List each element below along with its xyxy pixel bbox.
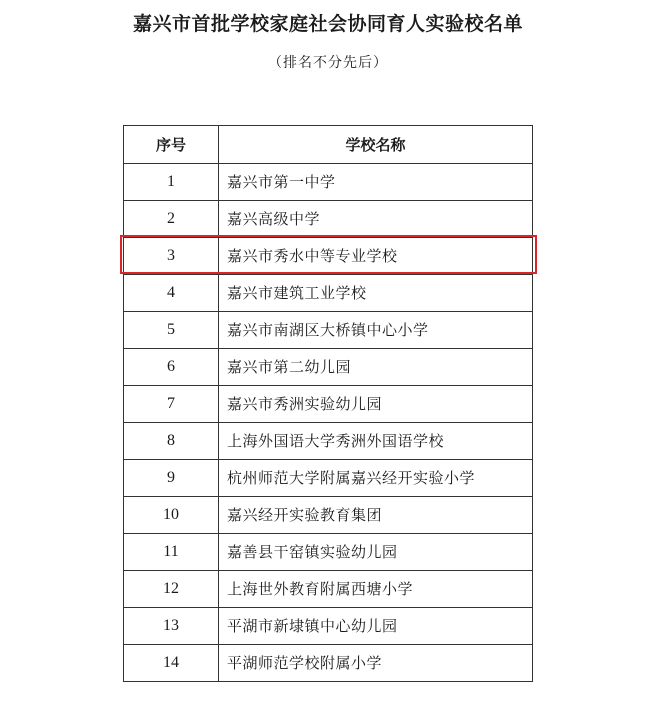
row-school-name: 嘉善县干窑镇实验幼儿园 <box>219 534 533 571</box>
row-school-name: 嘉兴市第二幼儿园 <box>219 349 533 386</box>
table-row <box>124 571 533 608</box>
row-index: 1 <box>124 164 219 201</box>
school-list-table <box>123 125 533 682</box>
row-school-name: 嘉兴市秀水中等专业学校 <box>219 238 533 275</box>
row-school-name: 杭州师范大学附属嘉兴经开实验小学 <box>219 460 533 497</box>
row-school-name: 嘉兴市建筑工业学校 <box>219 275 533 312</box>
row-school-name: 嘉兴市秀洲实验幼儿园 <box>219 386 533 423</box>
row-school-name: 平湖师范学校附属小学 <box>219 645 533 682</box>
table-row <box>124 349 533 386</box>
row-index: 7 <box>124 386 219 423</box>
row-school-name: 嘉兴高级中学 <box>219 201 533 238</box>
row-index: 14 <box>124 645 219 682</box>
header-index: 序号 <box>124 126 219 164</box>
row-index: 11 <box>124 534 219 571</box>
row-school-name: 平湖市新埭镇中心幼儿园 <box>219 608 533 645</box>
table-row <box>124 423 533 460</box>
row-school-name: 上海外国语大学秀洲外国语学校 <box>219 423 533 460</box>
row-index: 9 <box>124 460 219 497</box>
table-row <box>124 164 533 201</box>
row-index: 12 <box>124 571 219 608</box>
row-index: 4 <box>124 275 219 312</box>
table-row <box>124 645 533 682</box>
table-header-row <box>124 126 533 164</box>
document-subtitle: （排名不分先后） <box>268 55 388 71</box>
table-row <box>124 534 533 571</box>
table-row <box>124 275 533 312</box>
table-row <box>124 608 533 645</box>
row-index: 5 <box>124 312 219 349</box>
row-index: 2 <box>124 201 219 238</box>
header-school-name: 学校名称 <box>219 126 533 164</box>
row-index: 6 <box>124 349 219 386</box>
row-school-name: 嘉兴市南湖区大桥镇中心小学 <box>219 312 533 349</box>
table-row <box>124 312 533 349</box>
row-index: 3 <box>124 238 219 275</box>
table-row <box>124 201 533 238</box>
table-row <box>124 460 533 497</box>
row-school-name: 上海世外教育附属西塘小学 <box>219 571 533 608</box>
table-row-highlighted <box>124 238 533 275</box>
row-index: 8 <box>124 423 219 460</box>
row-school-name: 嘉兴经开实验教育集团 <box>219 497 533 534</box>
document-title: 嘉兴市首批学校家庭社会协同育人实验校名单 <box>132 13 523 35</box>
table-row <box>124 386 533 423</box>
row-index: 10 <box>124 497 219 534</box>
row-school-name: 嘉兴市第一中学 <box>219 164 533 201</box>
row-index: 13 <box>124 608 219 645</box>
table-row <box>124 497 533 534</box>
